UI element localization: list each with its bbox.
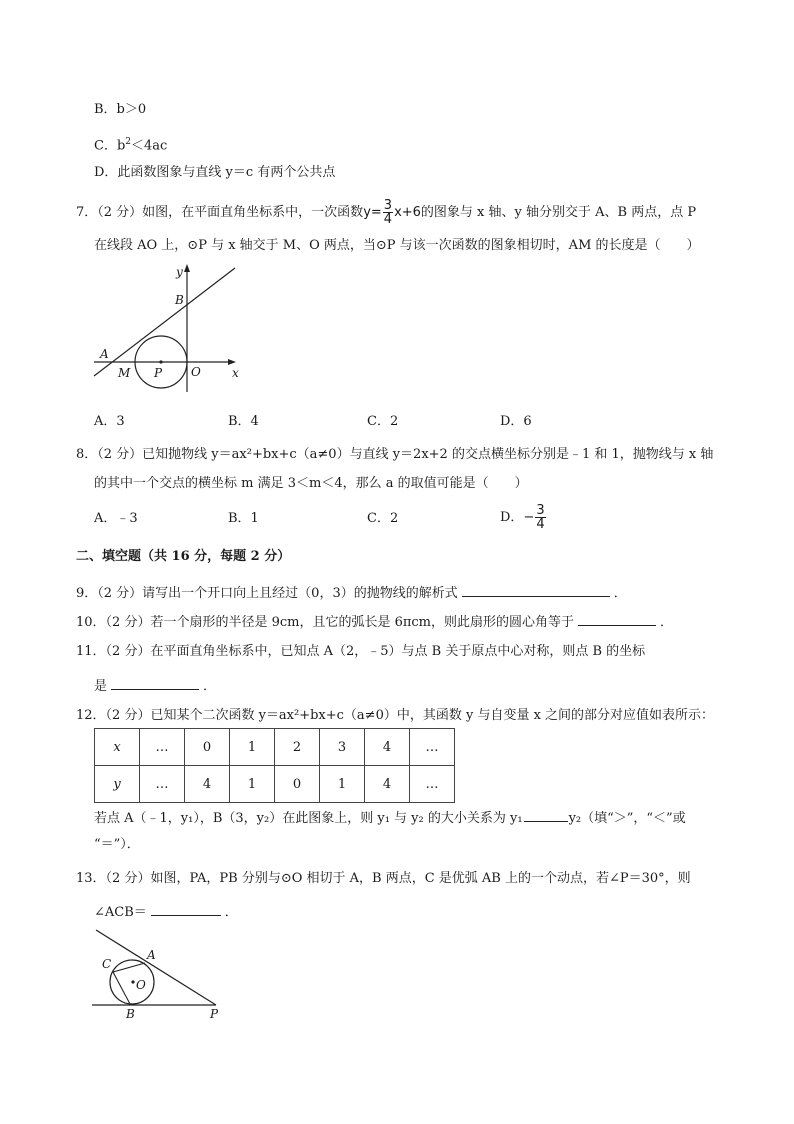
q7-point-p xyxy=(159,360,162,363)
q7-figure xyxy=(88,258,258,398)
q6-option-d: D．此函数图象与直线 y＝c 有两个公共点 xyxy=(94,165,336,180)
q7-x-arrow xyxy=(228,359,236,365)
q7-frac-den: 4 xyxy=(383,212,393,227)
q12-cell: 4 xyxy=(365,729,410,766)
q12-line2-post: y₂（填“＞”，“＜”或 xyxy=(568,811,686,826)
q13-label-c: C xyxy=(102,957,112,971)
q12-row-y xyxy=(95,766,455,803)
q13-end: ． xyxy=(224,905,238,920)
q7-option-a: A．3 xyxy=(94,414,125,429)
q13-label-p: P xyxy=(210,1007,219,1021)
q8-option-d-num: 3 xyxy=(536,503,545,518)
q11-end: ． xyxy=(203,679,217,694)
q12-cell: 2 xyxy=(275,729,320,766)
q12-cell: … xyxy=(140,729,185,766)
q11-answer-blank[interactable] xyxy=(111,675,199,690)
q12-line3: “＝”）． xyxy=(94,837,140,852)
q7-y-arrow xyxy=(184,264,190,272)
q7-label-x: x xyxy=(232,366,239,380)
q7-frac-num: 3 xyxy=(383,198,393,213)
q13-answer-blank[interactable] xyxy=(151,901,221,916)
q8-option-a: A．﹣3 xyxy=(94,511,138,526)
q12-cell: x xyxy=(95,729,140,766)
q12-cell: … xyxy=(410,729,455,766)
q12-line2 xyxy=(94,807,686,828)
q12-cell: y xyxy=(95,766,140,803)
q8-option-b: B．1 xyxy=(228,511,259,526)
q9-text: 9．（2 分）请写出一个开口向上且经过（0，3）的抛物线的解析式 xyxy=(76,586,458,601)
q13-label-a: A xyxy=(147,948,156,962)
q10-text: 10．（2 分）若一个扇形的半径是 9cm，且它的弧长是 6πcm，则此扇形的圆心角等于 xyxy=(76,615,575,630)
q6-option-c-pre: C．b xyxy=(94,138,126,154)
q9-answer-blank[interactable] xyxy=(462,582,610,597)
q7-y-eq: y= xyxy=(363,205,382,220)
q12-line1: 12．（2 分）已知某个二次函数 y＝ax²+bx+c（a≠0）中，其函数 y 与自变量 x 之间的部分对应值如表所示： xyxy=(76,708,715,723)
q7-line1 xyxy=(76,199,696,226)
q13-label-b: B xyxy=(126,1007,135,1021)
q13-point-o xyxy=(131,980,134,983)
q10-answer-blank[interactable] xyxy=(578,611,656,626)
q7-line1-pre: 7．（2 分）如图，在平面直角坐标系中，一次函数 xyxy=(76,205,364,220)
q12-cell: 1 xyxy=(230,766,275,803)
q7-label-o: O xyxy=(191,365,201,379)
q12-row-x xyxy=(95,729,455,766)
q7-label-y: y xyxy=(176,265,183,279)
q7-option-d: D．6 xyxy=(500,414,532,429)
q8-line1: 8．（2 分）已知抛物线 y＝ax²+bx+c（a≠0）与直线 y＝2x+2 的交点横坐标分别是﹣1 和 1，抛物线与 x 轴 xyxy=(76,447,714,462)
q8-line2: 的其中一个交点的横坐标 m 满足 3＜m＜4，那么 a 的取值可能是（ ） xyxy=(94,476,528,491)
q9-end: ． xyxy=(613,586,627,601)
q12-cell: … xyxy=(410,766,455,803)
q10-end: ． xyxy=(660,615,674,630)
q13-line2-pre: ∠ACB＝ xyxy=(94,905,147,920)
q8-option-d-den: 4 xyxy=(536,517,545,532)
q11-line2 xyxy=(94,675,216,696)
q12-value-table xyxy=(94,728,455,803)
q7-label-m: M xyxy=(118,366,131,380)
q8-option-d xyxy=(500,503,547,533)
q8-option-d-frac xyxy=(535,504,545,531)
q10-line xyxy=(76,611,673,632)
section-2-title: 二、填空题（共 16 分，每题 2 分） xyxy=(76,549,291,564)
q12-cell: 1 xyxy=(230,729,275,766)
q13-line2 xyxy=(94,901,238,922)
q13-chord-ca xyxy=(113,963,145,972)
q12-cell: 3 xyxy=(320,729,365,766)
q13-chord-cb xyxy=(113,972,130,1004)
q12-cell: 0 xyxy=(185,729,230,766)
q6-option-c-sup: 2 xyxy=(125,137,132,147)
q9-line xyxy=(76,582,627,603)
q11-line2-pre: 是 xyxy=(94,679,108,694)
q11-line1: 11．（2 分）在平面直角坐标系中，已知点 A（2，﹣5）与点 B 关于原点中心对称，则点 B 的坐标 xyxy=(76,644,646,659)
q7-fraction xyxy=(383,199,393,226)
q8-option-d-sign: − xyxy=(523,510,535,525)
q8-option-d-label: D． xyxy=(500,510,524,525)
q7-label-p: P xyxy=(154,366,163,380)
q12-cell: 4 xyxy=(365,766,410,803)
q6-option-c-post: ＜4ac xyxy=(131,138,168,154)
q7-option-c: C．2 xyxy=(367,414,399,429)
q12-cell: 1 xyxy=(320,766,365,803)
q8-option-c: C．2 xyxy=(367,511,399,526)
q13-figure xyxy=(86,926,236,1026)
q12-cell: … xyxy=(140,766,185,803)
q7-label-a: A xyxy=(100,347,109,361)
q7-line-ab xyxy=(94,268,235,376)
q6-option-b: B．b＞0 xyxy=(94,102,147,117)
q13-label-o: O xyxy=(136,978,146,992)
q7-x-plus: x+6 xyxy=(394,205,421,220)
q7-option-b: B．4 xyxy=(228,414,259,429)
q6-option-c xyxy=(94,133,167,155)
q13-line1: 13．（2 分）如图，PA，PB 分别与⊙O 相切于 A，B 两点，C 是优弧 AB 上的一个动点，若∠P＝30°，则 xyxy=(76,871,691,886)
q12-answer-blank[interactable] xyxy=(524,807,568,822)
q12-cell: 4 xyxy=(185,766,230,803)
q12-cell: 0 xyxy=(275,766,320,803)
q7-label-b: B xyxy=(175,293,184,307)
q7-line2: 在线段 AO 上，⊙P 与 x 轴交于 M、O 两点，当⊙P 与该一次函数的图象相切时，AM 的长度是（ ） xyxy=(94,238,700,253)
q7-line1-post: 的图象与 x 轴、y 轴分别交于 A、B 两点，点 P xyxy=(420,205,697,220)
q12-line2-pre: 若点 A（﹣1，y₁），B（3，y₂）在此图象上，则 y₁ 与 y₂ 的大小关系为 y₁ xyxy=(94,811,523,826)
